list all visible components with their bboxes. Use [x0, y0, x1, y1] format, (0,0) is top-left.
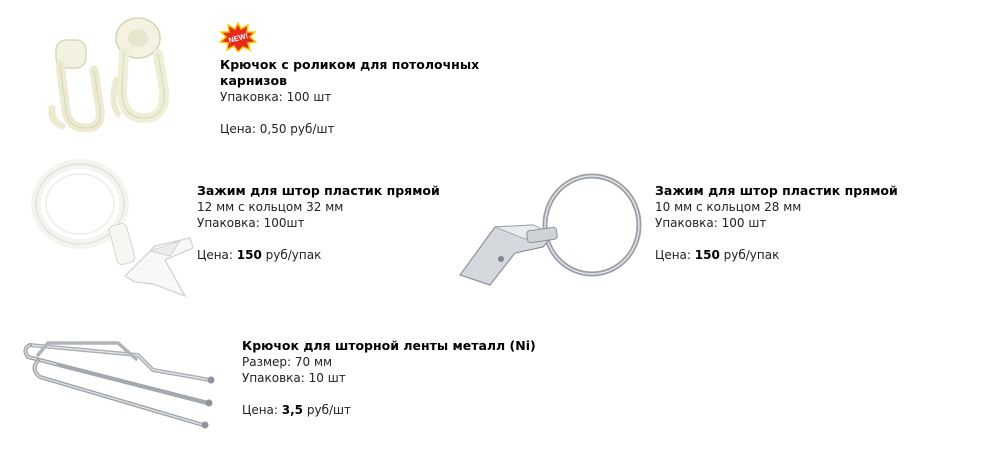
- price-value: 150: [694, 248, 720, 262]
- product-size: Размер: 70 мм: [242, 355, 333, 369]
- product-image[interactable]: [25, 156, 200, 301]
- product-info: [197, 183, 467, 263]
- product-pack: Упаковка: 100шт: [197, 216, 305, 230]
- product-card: [450, 150, 970, 300]
- product-info: [220, 57, 510, 137]
- product-size: 12 мм с кольцом 32 мм: [197, 200, 344, 214]
- price-value: 3,5: [281, 403, 304, 417]
- product-info: [242, 338, 552, 418]
- product-price: [220, 121, 510, 137]
- curtain-hook-roller-icon: [38, 10, 183, 145]
- product-info: [655, 183, 955, 263]
- price-unit: руб/шт: [303, 403, 351, 417]
- price-label: Цена:: [197, 248, 237, 262]
- price-label: Цена:: [655, 248, 695, 262]
- new-badge-text: NEW!: [227, 31, 250, 45]
- price-unit: руб/упак: [719, 248, 780, 262]
- product-title[interactable]: Зажим для штор пластик прямой: [655, 183, 898, 198]
- price-label: Цена:: [220, 122, 260, 136]
- product-pack: Упаковка: 100 шт: [220, 90, 332, 104]
- product-image[interactable]: [38, 10, 183, 145]
- product-price: [197, 247, 467, 263]
- product-title[interactable]: Крючок для шторной ленты металл (Ni): [242, 338, 536, 353]
- product-card: [0, 305, 560, 450]
- product-pack: Упаковка: 10 шт: [242, 371, 346, 385]
- plastic-ring-clip-icon: [25, 156, 200, 301]
- product-price: [242, 402, 552, 418]
- product-title[interactable]: Крючок с роликом для потолочных карнизов: [220, 57, 480, 88]
- price-label: Цена:: [242, 403, 282, 417]
- product-image[interactable]: [455, 167, 650, 292]
- metal-tape-hook-icon: [18, 325, 218, 440]
- price-unit: руб/упак: [261, 248, 322, 262]
- product-card: [0, 150, 470, 300]
- price-value: 150: [236, 248, 262, 262]
- product-size: 10 мм с кольцом 28 мм: [655, 200, 802, 214]
- price-value: 0,50: [259, 122, 287, 136]
- product-image[interactable]: [18, 325, 218, 440]
- price-unit: руб/шт: [286, 122, 335, 136]
- product-card: [0, 0, 520, 150]
- product-price: [655, 247, 955, 263]
- metal-ring-clip-icon: [455, 167, 650, 292]
- new-badge: [219, 22, 257, 52]
- product-title[interactable]: Зажим для штор пластик прямой: [197, 183, 440, 198]
- product-pack: Упаковка: 100 шт: [655, 216, 767, 230]
